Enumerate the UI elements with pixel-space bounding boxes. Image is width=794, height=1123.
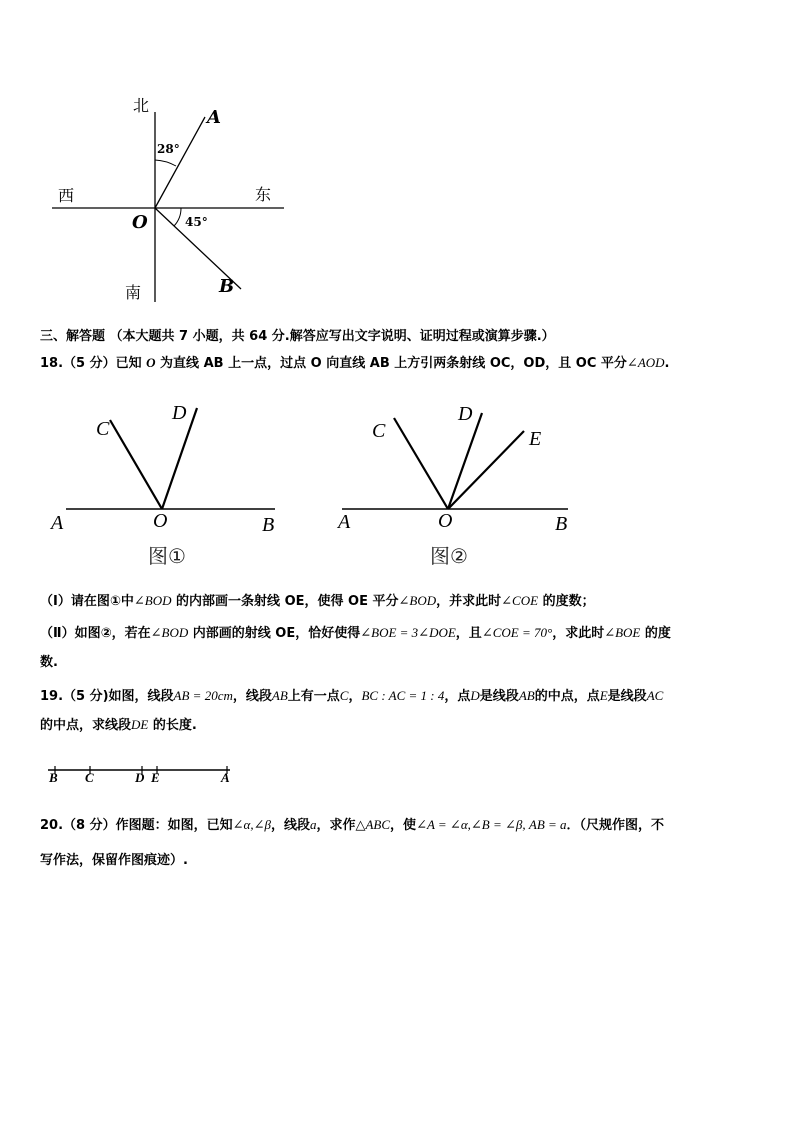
q18p1-circle-ref: ① [109,594,121,609]
q19-var-ac: AC [646,688,664,703]
q19-text: 上有一点 [287,689,340,704]
q18p2-circle-ref: ② [100,626,112,641]
q20-triangle: △ABC [355,817,391,832]
q18-part2-cont: 数. [40,655,58,670]
q18p1-angle-bod: ∠BOD [398,593,437,608]
q20-stem [40,817,664,834]
q18p1-text: 的度数； [538,594,595,609]
q19-text: 是线段 [479,689,519,704]
q18p2-text: ，求此时 [552,626,605,641]
q20-text: 20.（8 分）作图题：如图，已知 [40,818,233,833]
q19-var-ab: AB [518,688,535,703]
fig2-label-b: B [555,513,568,535]
fig2-label-d: D [458,403,473,425]
section-heading: 三、解答题 （本大题共 7 小题，共 64 分.解答应写出文字说明、证明过程或演算步骤.） [40,329,555,344]
q18-text: 为直线 [155,356,204,371]
label-point-b: B [219,276,235,297]
q18-var-od: OD [523,356,546,371]
q19-text: ， [348,689,362,704]
q19-fig-label-c: C [85,770,94,785]
q18-var-ab: AB [369,356,390,371]
q18p2-equation-2: ∠COE = 70° [481,625,553,640]
q19-var-c: C [339,688,349,703]
q18p1-text: 的内部画一条射线 [171,594,285,609]
fig2-label-o: O [438,510,453,532]
label-origin: O [132,212,148,233]
q19-equation: AB = 20cm [173,688,233,703]
q20-text: ，线段 [270,818,310,833]
q18p1-text: 平分 [367,594,399,609]
label-point-a: A [207,107,221,128]
q19-text: 的中点，求线段 [40,718,132,733]
q18p1-text: 中 [120,594,134,609]
q20-stem-cont: 写作法，保留作图痕迹）. [40,853,188,868]
q19-text: 是线段 [607,689,647,704]
q20-condition: ∠A = ∠α,∠B = ∠β, AB = a [416,817,567,832]
label-north: 北 [133,96,150,115]
q18p1-var-oe: OE [284,594,305,609]
q18-text: . [664,356,670,371]
q18p1-angle-coe: ∠COE [501,593,539,608]
q18p2-equation-1: ∠BOE = 3∠DOE [360,625,456,640]
fig1-label-a: A [51,512,64,534]
q18-text: 向直线 [321,356,370,371]
q18p2-text: ，恰好使得 [295,626,361,641]
q19-var-d: D [470,688,480,703]
label-south: 南 [125,283,142,302]
q18-text: 平分 [596,356,627,371]
q18p2-text: （Ⅱ）如图 [40,626,101,641]
q20-text: ，使 [390,818,417,833]
q18-var-o: O [310,356,322,371]
q19-fig-label-e: E [151,770,160,785]
fig2-label-e: E [529,428,542,450]
q19-text: 的长度. [148,718,197,733]
label-east: 东 [255,185,272,204]
q19-var-ab: AB [271,688,288,703]
q18p2-angle-bod: ∠BOD [150,625,189,640]
fig1-caption: 图① [148,544,186,568]
fig1-label-o: O [153,510,168,532]
q18-text: ， [510,356,524,371]
fig1-label-d: D [172,402,187,424]
q18-text: 上一点，过点 [223,356,311,371]
q19-text: 的中点，点 [534,689,600,704]
q18p2-text: 内部画的射线 [188,626,276,641]
q19-var-e: E [599,688,608,703]
q19-fig-label-a: A [221,770,230,785]
q18p2-text: 的度 [640,626,671,641]
fig1-label-b: B [262,514,275,536]
q18-var-ab: AB [203,356,224,371]
q18-var-oc: OC [575,356,597,371]
q20-text: ．（尺规作图，不 [566,818,665,833]
q18p1-text: ，使得 [304,594,349,609]
q18p2-var-oe: OE [275,626,296,641]
q18p1-text: ，并求此时 [436,594,502,609]
label-angle-45: 45° [185,215,208,229]
q18p1-text: （Ⅰ）请在图 [40,594,110,609]
q19-text: ，线段 [232,689,272,704]
q18-text: ，且 [545,356,576,371]
q18-angle-aod: ∠AOD [626,355,665,370]
q20-angles: ∠α,∠β [232,817,271,832]
q18p2-text: ，且 [455,626,482,641]
q18p2-angle-boe: ∠BOE [604,625,641,640]
label-angle-28: 28° [157,142,180,156]
fig1-label-c: C [96,418,110,440]
q18p2-text: ，若在 [111,626,151,641]
q18-text: 上方引两条射线 [389,356,490,371]
fig2-label-c: C [372,420,386,442]
q20-text: ，求作 [316,818,356,833]
q19-text: 19.（5 分)如图，线段 [40,689,174,704]
q18-text: 18.（5 分）已知 [40,356,147,371]
q19-fig-label-b: B [49,770,58,785]
q18-var-oc: OC [489,356,511,371]
q18p1-angle-bod: ∠BOD [133,593,172,608]
q19-var-de: DE [131,717,149,732]
q19-ratio: BC : AC = 1 : 4 [361,688,445,703]
label-west: 西 [58,186,75,205]
q19-text: ，点 [444,689,471,704]
q18p1-var-oe: OE [348,594,368,609]
fig2-caption: 图② [430,544,468,568]
q18-var-o: O [146,355,156,370]
q19-fig-label-d: D [135,770,145,785]
fig2-label-a: A [338,511,351,533]
q20-var-a: a [309,817,317,832]
